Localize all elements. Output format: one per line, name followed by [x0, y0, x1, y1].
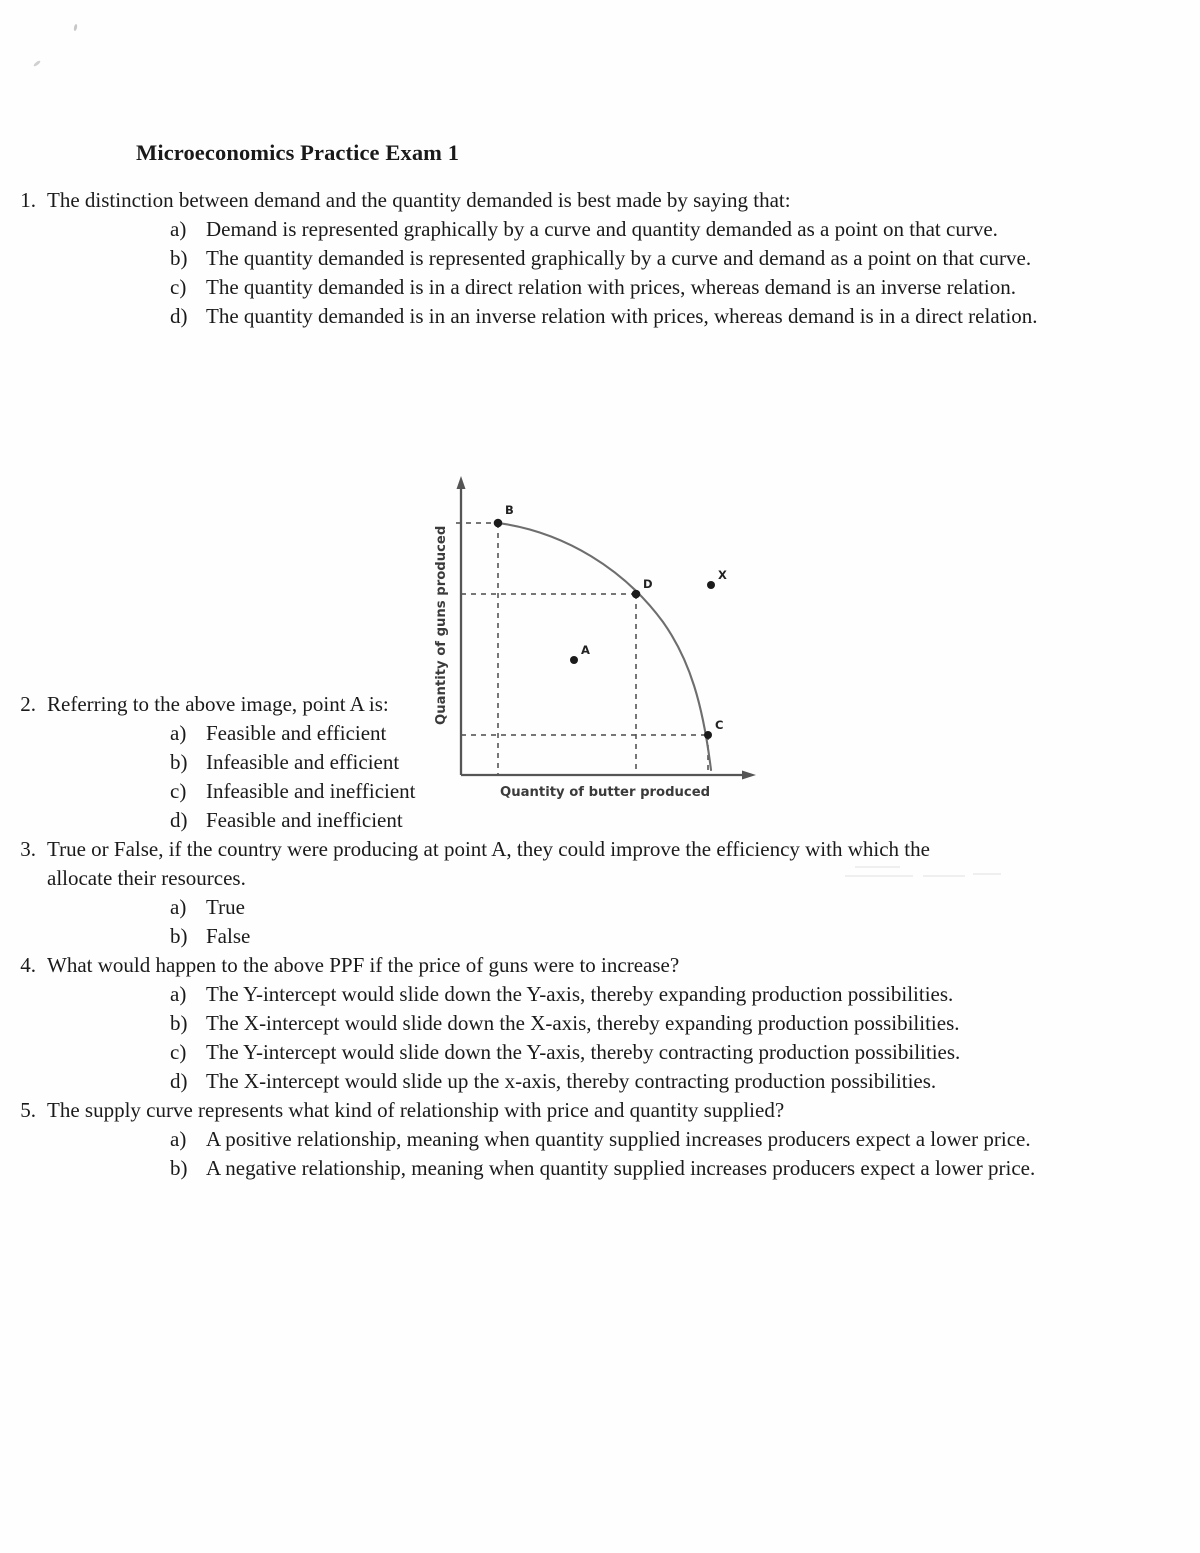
point-c-label: C: [715, 718, 724, 732]
option-text: Feasible and inefficient: [206, 808, 403, 832]
point-c-marker: [704, 731, 712, 739]
option-text: Demand is represented graphically by a curve and quantity demanded as a point on that curve.: [206, 217, 998, 241]
question-text: The supply curve represents what kind of relationship with price and quantity supplied?: [47, 1098, 785, 1122]
option-text: The Y-intercept would slide down the Y-axis, thereby expanding production possibilities.: [206, 982, 954, 1006]
question-stem: [0, 951, 1200, 980]
question-3: [0, 835, 1200, 951]
question-5: [0, 1096, 1200, 1183]
option-text: Infeasible and inefficient: [206, 779, 416, 803]
y-axis-label: Quantity of guns produced: [434, 525, 449, 725]
option-letter: a): [170, 982, 187, 1006]
option-1c[interactable]: [0, 273, 1200, 302]
option-letter: d): [170, 304, 188, 328]
option-text: True: [206, 895, 245, 919]
option-letter: b): [170, 924, 188, 948]
option-text: Infeasible and efficient: [206, 750, 400, 774]
ppf-data-points: [494, 519, 715, 739]
question-1: [0, 186, 1200, 331]
question-number: 5.: [20, 1098, 36, 1122]
question-text: True or False, if the country were producing at point A, they could improve the efficiency with which the allocate their resources.: [47, 837, 930, 890]
question-text: What would happen to the above PPF if the price of guns were to increase?: [47, 953, 680, 977]
point-b-label: B: [505, 503, 514, 517]
option-letter: d): [170, 808, 188, 832]
option-letter: c): [170, 779, 187, 803]
option-letter: a): [170, 1127, 187, 1151]
option-4d[interactable]: [0, 1067, 1200, 1096]
scan-speck-icon: [73, 24, 77, 31]
option-text: The quantity demanded is in an inverse relation with prices, whereas demand is in a direct relation.: [206, 304, 1038, 328]
option-letter: a): [170, 895, 187, 919]
ppf-curve: [498, 523, 711, 770]
point-b-marker: [494, 519, 503, 528]
option-letter: c): [170, 275, 187, 299]
page-title: Microeconomics Practice Exam 1: [136, 140, 460, 165]
x-axis-arrow-icon: [742, 771, 756, 780]
question-number: 3.: [20, 837, 36, 861]
option-letter: b): [170, 1011, 188, 1035]
option-text: The X-intercept would slide up the x-axis, thereby contracting production possibilities.: [206, 1069, 937, 1093]
option-text: A positive relationship, meaning when quantity supplied increases producers expect a lower price.: [206, 1127, 1031, 1151]
option-text: False: [206, 924, 251, 948]
option-1b[interactable]: [0, 244, 1200, 273]
option-text: Feasible and efficient: [206, 721, 387, 745]
ppf-chart: [415, 462, 785, 812]
point-d-marker: [632, 590, 641, 599]
question-text: The distinction between demand and the quantity demanded is best made by saying that:: [47, 188, 791, 212]
option-letter: a): [170, 721, 187, 745]
option-letter: d): [170, 1069, 188, 1093]
question-stem: [0, 1096, 1200, 1125]
option-text: The quantity demanded is in a direct relation with prices, whereas demand is an inverse relation.: [206, 275, 1016, 299]
y-axis-arrow-icon: [457, 476, 466, 489]
option-5b[interactable]: [0, 1154, 1200, 1183]
point-d-label: D: [643, 577, 653, 591]
option-text: The quantity demanded is represented graphically by a curve and demand as a point on that curve.: [206, 246, 1032, 270]
x-axis-label: Quantity of butter produced: [500, 785, 711, 800]
question-stem: [0, 835, 1200, 893]
option-text: The Y-intercept would slide down the Y-axis, thereby contracting production possibilities.: [206, 1040, 961, 1064]
option-4b[interactable]: [0, 1009, 1200, 1038]
option-3a[interactable]: [0, 893, 1200, 922]
option-3b[interactable]: [0, 922, 1200, 951]
question-text: Referring to the above image, point A is:: [47, 692, 389, 716]
point-a-marker: [570, 656, 578, 664]
ppf-svg: [415, 462, 785, 812]
option-letter: b): [170, 750, 188, 774]
option-letter: a): [170, 217, 187, 241]
question-number: 2.: [20, 692, 36, 716]
option-5a[interactable]: [0, 1125, 1200, 1154]
question-4: [0, 951, 1200, 1096]
option-text: The X-intercept would slide down the X-axis, thereby expanding production possibilities.: [206, 1011, 960, 1035]
question-number: 4.: [20, 953, 36, 977]
option-4a[interactable]: [0, 980, 1200, 1009]
option-1d[interactable]: [0, 302, 1200, 331]
option-letter: b): [170, 1156, 188, 1180]
option-letter: b): [170, 246, 188, 270]
option-letter: c): [170, 1040, 187, 1064]
option-1a[interactable]: [0, 215, 1200, 244]
point-x-label: X: [718, 568, 727, 582]
question-number: 1.: [20, 188, 36, 212]
scan-speck-icon: [33, 60, 41, 67]
option-text: A negative relationship, meaning when quantity supplied increases producers expect a lower price.: [206, 1156, 1036, 1180]
option-4c[interactable]: [0, 1038, 1200, 1067]
point-a-label: A: [581, 643, 590, 657]
point-x-marker: [707, 581, 715, 589]
question-stem: [0, 186, 1200, 215]
